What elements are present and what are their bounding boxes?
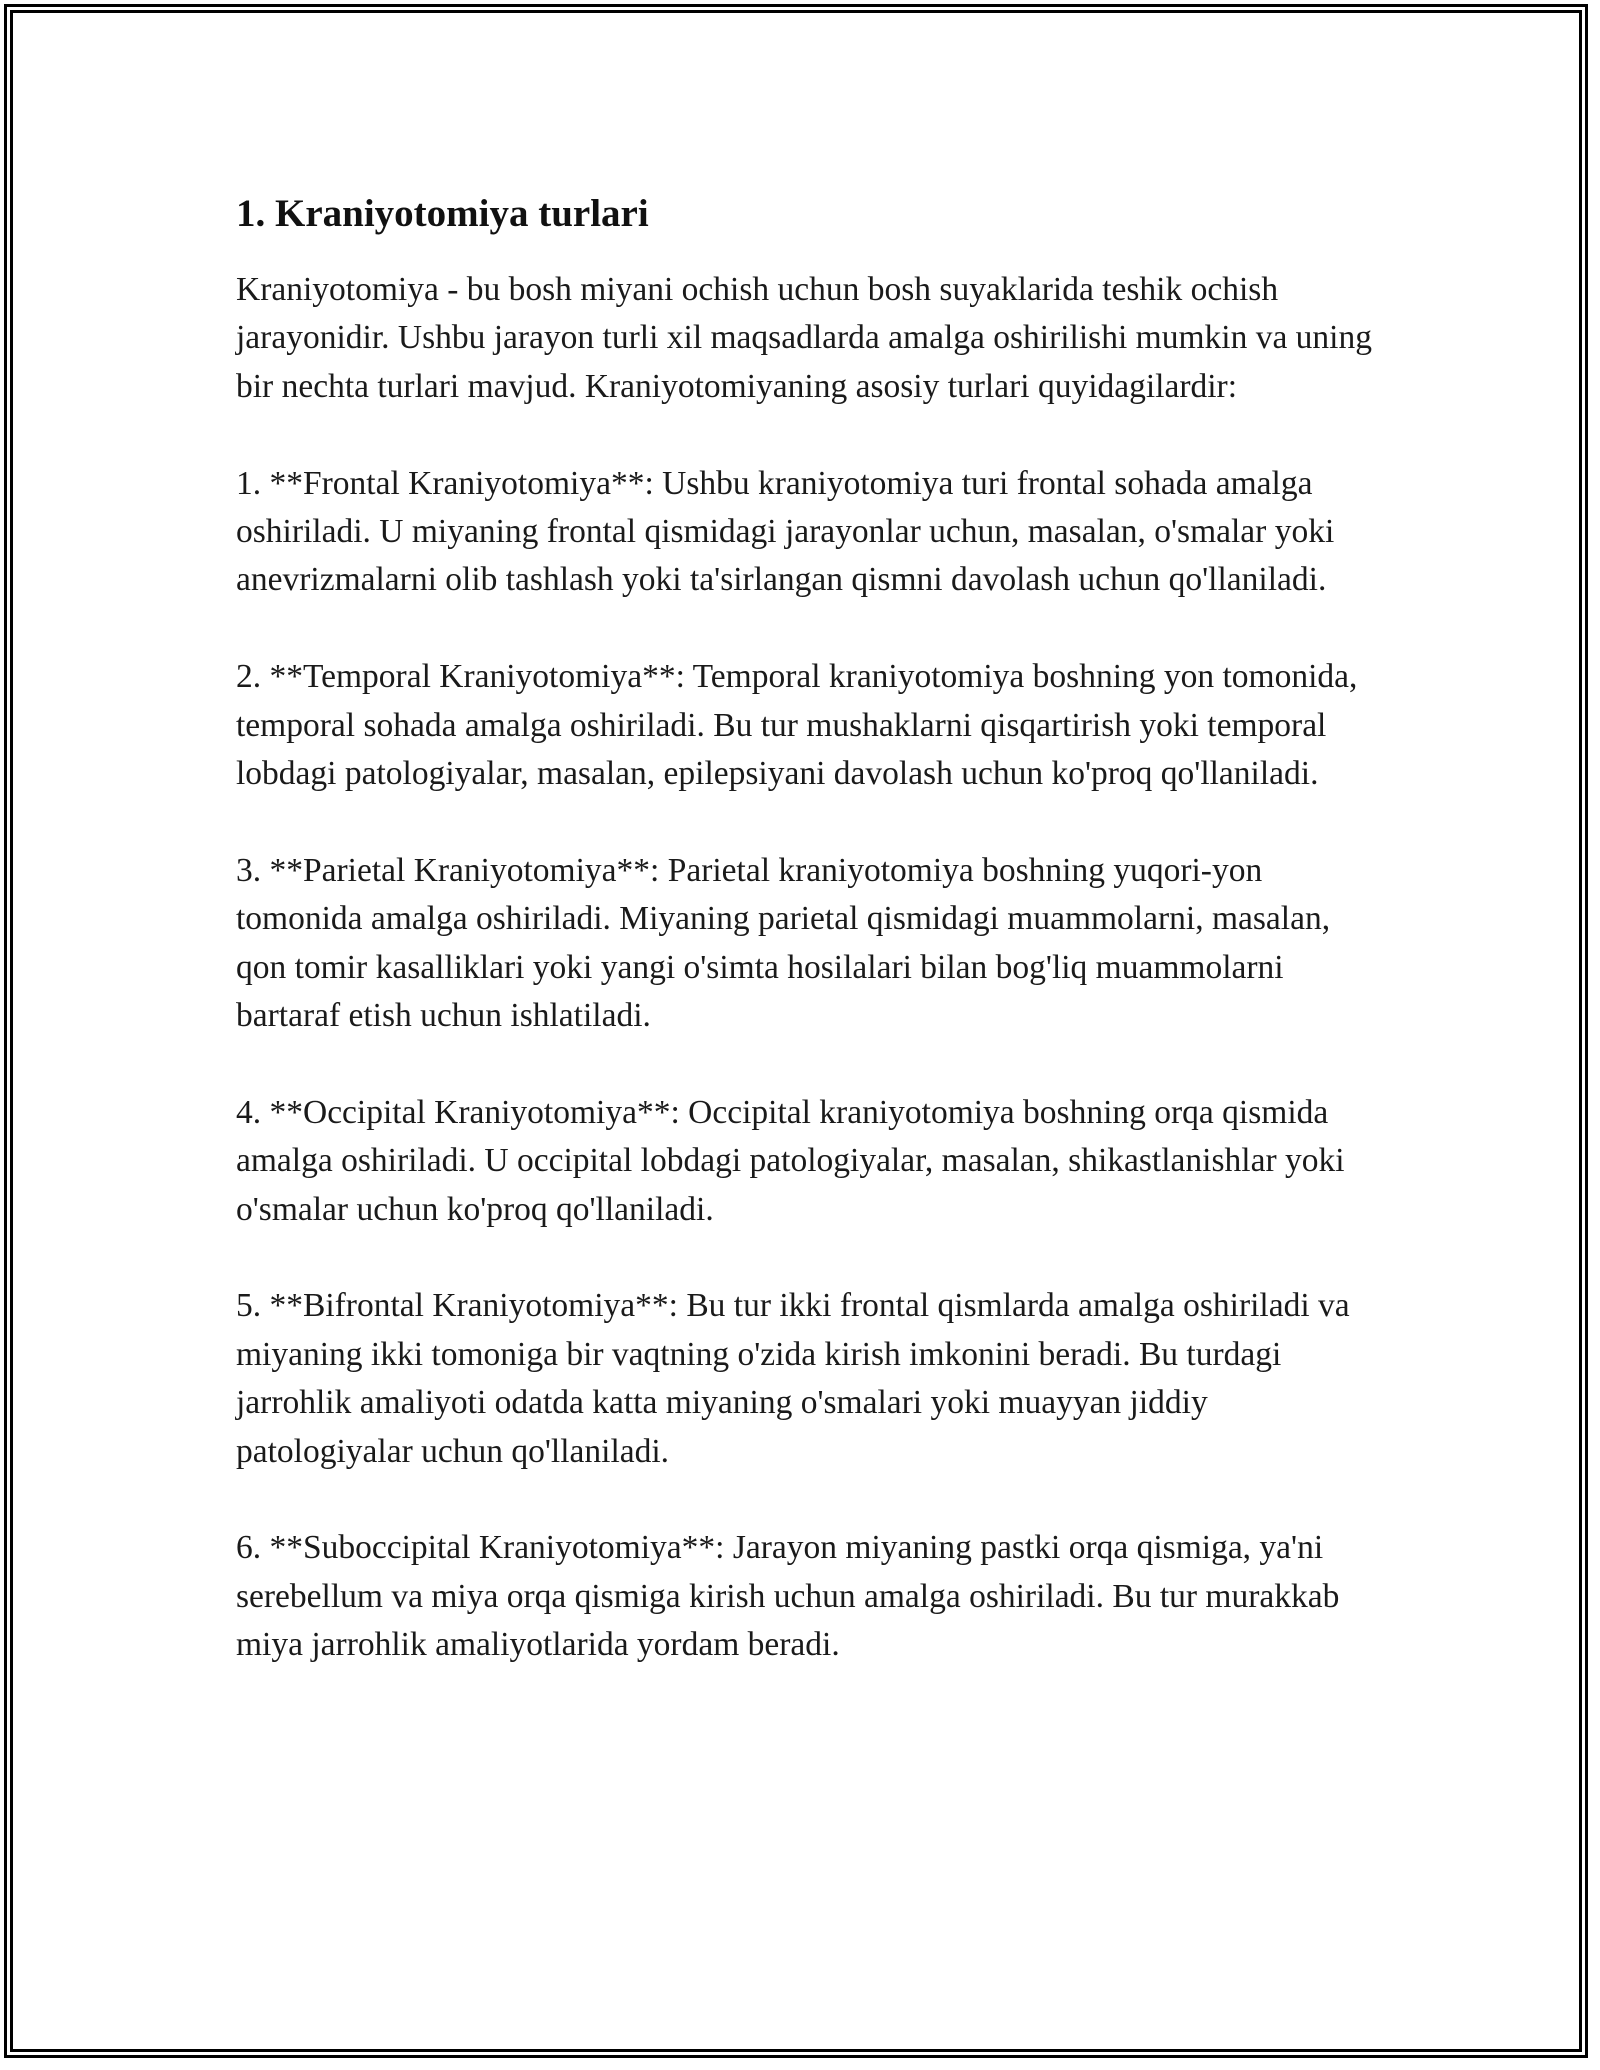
paragraph-temporal: 2. **Temporal Kraniyotomiya**: Temporal kraniyotomiya boshning yon tomonida, temporal sohada amalga oshiriladi. Bu tur mushaklarni qisqartirish yoki temporal lobdagi patologiyalar, masalan, epilepsiyani davolash uchun ko'proq qo'llaniladi. [236, 658, 1358, 793]
paragraph-suboccipital: 6. **Suboccipital Kraniyotomiya**: Jarayon miyaning pastki orqa qismiga, ya'ni serebellum va miya orqa qismiga kirish uchun amalga oshiriladi. Bu tur murakkab miya jarrohlik amaliyotlarida yordam beradi. [236, 1529, 1340, 1664]
paragraph-parietal: 3. **Parietal Kraniyotomiya**: Parietal kraniyotomiya boshning yuqori-yon tomonida amalga oshiriladi. Miyaning parietal qismidagi muammolarni, masalan, qon tomir kasalliklari yoki yangi o'simta hosilalari bilan bog'liq muammolarni bartaraf etish uchun ishlatiladi. [236, 851, 1331, 1035]
document-body [236, 186, 1376, 1718]
intro-paragraph: Kraniyotomiya - bu bosh miyani ochish uchun bosh suyaklarida teshik ochish jarayonidir. Ushbu jarayon turli xil maqsadlarda amalga oshirilishi mumkin va uning bir nechta turlari mavjud. Kraniyotomiyaning asosiy turlari quyidagilardir: [236, 271, 1372, 405]
paragraph-occipital: 4. **Occipital Kraniyotomiya**: Occipital kraniyotomiya boshning orqa qismida amalga oshiriladi. U occipital lobdagi patologiyalar, masalan, shikastlanishlar yoki o'smalar uchun ko'proq qo'llaniladi. [236, 1093, 1345, 1228]
document-title: 1. Kraniyotomiya turlari [236, 192, 649, 235]
paragraph-frontal: 1. **Frontal Kraniyotomiya**: Ushbu kraniyotomiya turi frontal sohada amalga oshiriladi. U miyaning frontal qismidagi jarayonlar uchun, masalan, o'smalar yoki anevrizmalarni olib tashlash yoki ta'sirlangan qismni davolash uchun qo'llaniladi. [236, 464, 1335, 599]
paragraph-bifrontal: 5. **Bifrontal Kraniyotomiya**: Bu tur ikki frontal qismlarda amalga oshiriladi va miyaning ikki tomoniga bir vaqtning o'zida kirish imkonini beradi. Bu turdagi jarrohlik amaliyoti odatda katta miyaning o'smalari yoki muayyan jiddiy patologiyalar uchun qo'llaniladi. [236, 1287, 1350, 1470]
